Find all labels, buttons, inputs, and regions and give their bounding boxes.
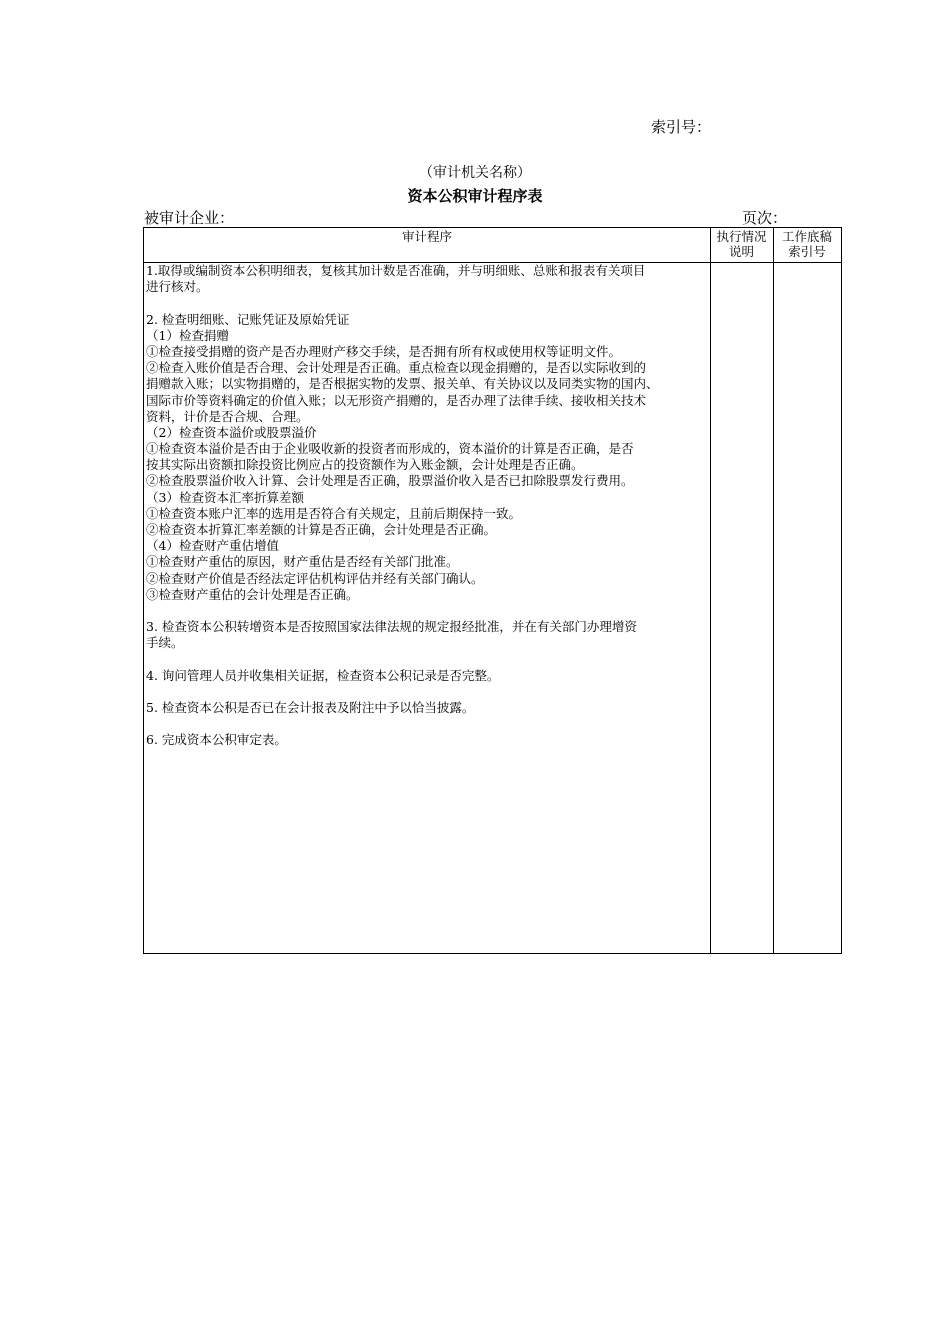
procedure-line: 1.取得或编制资本公积明细表，复核其加计数是否准确，并与明细账、总账和报表有关项目	[146, 263, 646, 278]
procedure-line: ①检查接受捐赠的资产是否办理财产移交手续，是否拥有所有权或使用权等证明文件。	[146, 343, 622, 359]
column-header-execution-line1: 执行情况	[716, 229, 767, 244]
procedure-line: 国际市价等资料确定的价值入账；以无形资产捐赠的，是否办理了法律手续、接收相关技术	[146, 392, 647, 408]
column-header-procedure	[144, 228, 710, 262]
procedure-line: ②检查财产价值是否经法定评估机构评估并经有关部门确认。	[146, 570, 484, 586]
procedure-line: ①检查资本账户汇率的选用是否符合有关规定，且前后期保持一致。	[146, 505, 522, 521]
procedure-line: 6. 完成资本公积审定表。	[146, 732, 287, 748]
column-divider	[710, 228, 711, 953]
procedure-line: ②检查股票溢价收入计算、会计处理是否正确，股票溢价收入是否已扣除股票发行费用。	[146, 473, 634, 489]
procedure-line: ②检查入账价值是否合理、会计处理是否正确。重点检查以现金捐赠的，是否以实际收到的	[146, 360, 647, 376]
column-header-workpaper-line2: 索引号	[788, 244, 826, 259]
index-number-label: 索引号：	[651, 118, 712, 136]
procedure-line: ①检查财产重估的原因，财产重估是否经有关部门批准。	[146, 554, 459, 570]
procedure-line: 4. 询问管理人员并收集相关证据，检查资本公积记录是否完整。	[146, 667, 500, 683]
column-header-execution-line2: 说明	[728, 244, 754, 259]
procedure-line: ③检查财产重估的会计处理是否正确。	[146, 586, 359, 602]
procedure-line: 手续。	[146, 635, 184, 651]
form-title: 资本公积审计程序表	[407, 187, 543, 205]
procedure-line: 2. 检查明细账、记账凭证及原始凭证	[146, 311, 350, 327]
procedure-line: 按其实际出资额扣除投资比例应占的投资额作为入账金额，会计处理是否正确。	[146, 457, 584, 473]
procedure-line: （4）检查财产重估增值	[146, 538, 279, 554]
procedure-body	[146, 263, 710, 749]
column-header-execution	[710, 228, 773, 262]
audit-procedure-table	[143, 227, 842, 954]
procedure-line	[146, 295, 710, 311]
procedure-line: （2）检查资本溢价或股票溢价	[146, 424, 317, 440]
procedure-line: 资料，计价是否合规、合理。	[146, 408, 309, 424]
procedure-line: ①检查资本溢价是否由于企业吸收新的投资者而形成的，资本溢价的计算是否正确，是否	[146, 441, 634, 457]
audit-org-name: （审计机关名称）	[419, 165, 531, 181]
procedure-line	[146, 716, 710, 732]
audited-enterprise-label: 被审计企业：	[144, 209, 235, 227]
column-header-procedure-label: 审计程序	[401, 229, 452, 244]
column-header-workpaper-line1: 工作底稿	[781, 229, 832, 244]
column-header-workpaper-index	[773, 228, 841, 262]
procedure-line	[146, 684, 710, 700]
procedure-line: （1）检查捐赠	[146, 327, 229, 343]
column-divider	[773, 228, 774, 953]
procedure-line: 进行核对。	[146, 279, 209, 295]
procedure-line: 捐赠款入账；以实物捐赠的，是否根据实物的发票、报关单、有关协议以及同类实物的国内、	[146, 376, 659, 392]
procedure-line: （3）检查资本汇率折算差额	[146, 489, 304, 505]
procedure-line	[146, 652, 710, 668]
procedure-line: 3. 检查资本公积转增资本是否按照国家法律法规的规定报经批准，并在有关部门办理增资	[146, 619, 637, 635]
procedure-line: ②检查资本折算汇率差额的计算是否正确，会计处理是否正确。	[146, 522, 497, 537]
procedure-line: 5. 检查资本公积是否已在会计报表及附注中予以恰当披露。	[146, 700, 475, 716]
page-number-label: 页次：	[742, 209, 788, 227]
procedure-line	[146, 603, 710, 619]
